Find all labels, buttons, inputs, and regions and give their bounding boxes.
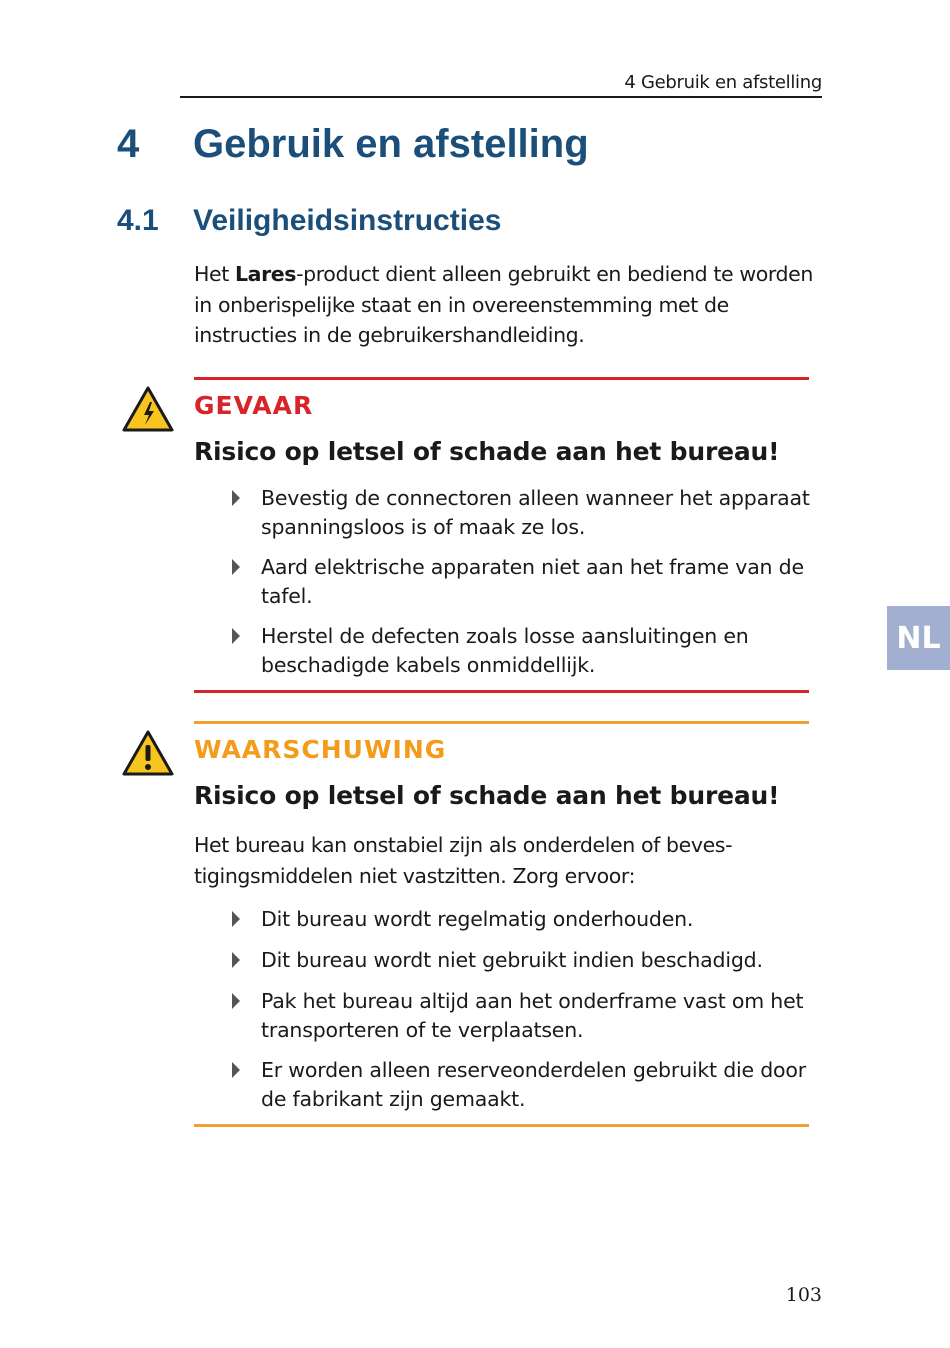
chapter-heading (117, 122, 589, 167)
bullet-arrow-icon (232, 952, 240, 968)
list-item: Er worden alleen reserveonderdelen gebruikt die door de fabrikant zijn gemaakt. (230, 1056, 820, 1114)
bullet-arrow-icon (232, 490, 240, 506)
bullet-arrow-icon (232, 993, 240, 1009)
header-rule (180, 96, 822, 98)
warning-top-rule (194, 721, 809, 724)
intro-paragraph: Het Lares-product dient alleen gebruikt en bediend te worden in onberispelijke staat en in overeenstemming met de instructies in de gebruikershandleiding. (194, 262, 813, 347)
list-item: Dit bureau wordt niet gebruikt indien beschadigd. (230, 946, 820, 975)
danger-list (230, 484, 820, 680)
chapter-title: Gebruik en afstelling (193, 122, 589, 166)
bullet-arrow-icon (232, 1062, 240, 1078)
section-heading (117, 204, 501, 238)
section-number: 4.1 (117, 204, 159, 237)
list-item: Bevestig de connectoren alleen wanneer het apparaat spanningsloos is of maak ze los. (230, 484, 820, 542)
electric-hazard-icon (121, 385, 175, 433)
danger-bottom-rule (194, 690, 809, 693)
language-tab: NL (887, 606, 950, 670)
bullet-arrow-icon (232, 628, 240, 644)
danger-top-rule (194, 377, 809, 380)
chapter-number: 4 (117, 122, 140, 166)
bullet-arrow-icon (232, 559, 240, 575)
page-number: 103 (785, 1284, 822, 1306)
section-title: Veiligheidsinstructies (193, 204, 502, 237)
danger-heading: Risico op letsel of schade aan het bureau! (194, 437, 780, 466)
running-header: 4 Gebruik en afstelling (624, 72, 822, 93)
warning-list (230, 905, 820, 1114)
list-item: Dit bureau wordt regelmatig onderhouden. (230, 905, 820, 934)
list-item: Aard elektrische apparaten niet aan het frame van de tafel. (230, 553, 820, 611)
bullet-arrow-icon (232, 911, 240, 927)
product-name: Lares (234, 262, 297, 286)
list-item: Pak het bureau altijd aan het onderframe vast om het transporteren of te verplaatsen. (230, 987, 820, 1045)
warning-signal-word: WAARSCHUWING (194, 735, 447, 764)
warning-bottom-rule (194, 1124, 809, 1127)
list-item: Herstel de defecten zoals losse aansluitingen en beschadigde kabels onmiddellijk. (230, 622, 820, 680)
warning-paragraph: Het bureau kan onstabiel zijn als onderdelen of beves-tigingsmiddelen niet vastzitten. Zorg ervoor: (194, 833, 733, 888)
warning-heading: Risico op letsel of schade aan het bureau! (194, 781, 780, 810)
exclamation-warning-icon (121, 729, 175, 777)
danger-signal-word: GEVAAR (194, 391, 314, 420)
